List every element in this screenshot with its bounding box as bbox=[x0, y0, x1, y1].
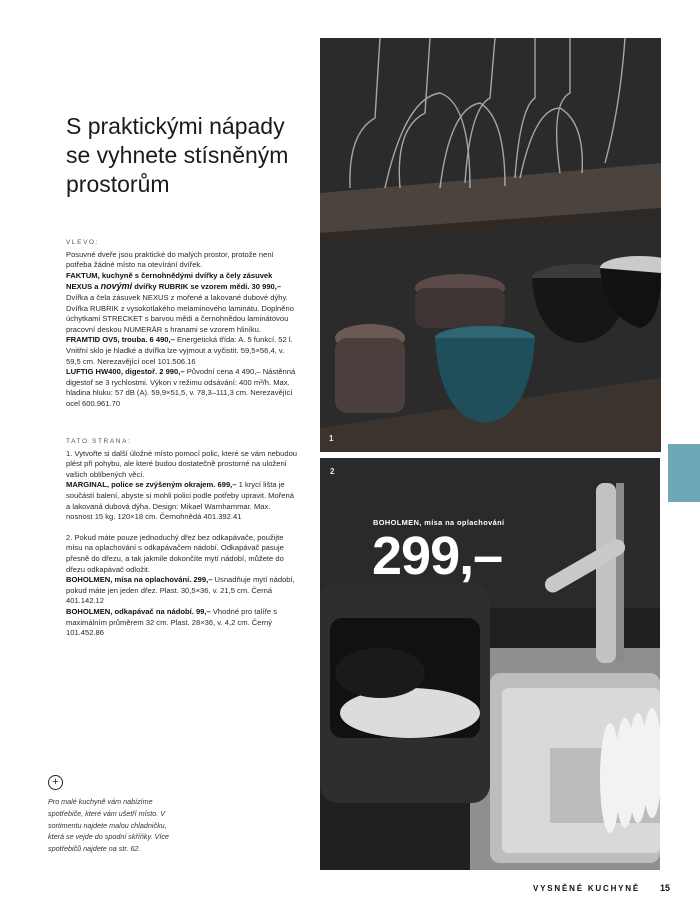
framtid-entry bbox=[66, 335, 298, 367]
intro-text: Posuvné dveře jsou praktické do malých prostor, protože není potřeba žádné místo na otevírání dvířek. bbox=[66, 249, 274, 270]
boholmen-bowl-entry bbox=[66, 575, 298, 607]
price-tag: 299,– bbox=[372, 526, 503, 586]
faucet bbox=[596, 483, 616, 663]
shelf-text: 1. Vytvořte si další úložné místo pomocí polic, které se vám nebudou plést při pohybu, ale které budou dostatečně prostorné na uložení vašich oblíbených věcí. bbox=[66, 448, 298, 479]
photo-number-2: 2 bbox=[330, 467, 335, 476]
framtid-text: Energetická třída: A. 5 funkcí. 52 l. Vnitřní sklo je hladké a dvířka lze vyjmout a vyčistit. 59,5×56,4, v. 59,5 cm. Nerezavějící ocel 101.506.16 bbox=[66, 335, 293, 366]
boholmen-rack-heading: BOHOLMEN, odkapávač na nádobí. 99,– bbox=[66, 606, 211, 616]
boholmen-bowl-heading: BOHOLMEN, mísa na oplachování. 299,– bbox=[66, 575, 213, 585]
faktum-entry bbox=[66, 271, 298, 336]
marginal-entry bbox=[66, 480, 298, 522]
right-description bbox=[66, 437, 298, 639]
left-description bbox=[66, 238, 298, 410]
luftig-text: Původní cena 4 490,– Nástěnná digestoř se 3 rychlostmi. Výkon v režimu odsávání: 400 m³/h. Max. hladina hluku: 57 dB (A). 59,9×51,5, v. 78,3–111,3 cm. Nerezavějící ocel 600.961.70 bbox=[66, 367, 296, 408]
section-tab bbox=[668, 444, 700, 502]
sink-text: 2. Pokud máte pouze jednoduchý dřez bez odkapávače, použijte mísu na oplachování s odkapávačem nádobí. Odkapávač pasuje přesně do dřezu, a tak jakmile dokončíte mytí nádobí, můžete do dřezu odkapávač odložit. bbox=[66, 532, 284, 574]
footer-title: VYSNĚNÉ KUCHYNĚ bbox=[533, 884, 641, 893]
page-title: S praktickými nápady se vyhnete stísněným prostorům bbox=[66, 113, 289, 197]
plates bbox=[600, 708, 660, 833]
photo-number-1: 1 bbox=[329, 434, 334, 443]
shelves-illustration bbox=[320, 38, 661, 452]
section-label-left: VLEVO: bbox=[66, 239, 100, 246]
marginal-text: 1 krycí lišta je součástí balení, abyste si mohli polici podle potřeby upravit. Mořená a lakovaná dubová dýha. Design: Mikael Warnhammar. Max. nosnost 15 kg. 120×18 cm. Černohnědá 401.392.41 bbox=[66, 480, 294, 522]
boholmen-bowl-text: Usnadňuje mytí nádobí, pokud máte jen jeden dřez. Plast. 30,5×36, v. 21,5 cm. Černá 401.142.12 bbox=[66, 575, 295, 606]
marginal-heading: MARGINAL, police se zvýšeným okrajem. 699,– bbox=[66, 480, 237, 490]
framtid-heading: FRAMTID OV5, trouba. 6 490,– bbox=[66, 335, 175, 345]
plus-circle-icon: + bbox=[48, 775, 63, 790]
section-label-right: TATO STRANA: bbox=[66, 438, 132, 445]
faktum-text: Dvířka a čela zásuvek NEXUS z mořené a lakované dubové dýhy. Dvířka RUBRIK z vysokotlakého melaminového laminátu. Doplněno úchytkami STRECKET s barvou mědi a černohnědou laminátovou pracovní deskou NUMERÄR s hranami se vzorem hliníku. bbox=[66, 292, 294, 334]
luftig-entry bbox=[66, 367, 298, 409]
tip-text: Pro malé kuchyně vám nabízíme spotřebiče, které vám ušetří místo. V sortimentu najdete malou chladničku, která se vejde do spodní skříňky. Více spotřebičů najdete na str. 62. bbox=[48, 797, 169, 854]
price-tag-label: BOHOLMEN, mísa na oplachování bbox=[373, 518, 505, 527]
boholmen-rack-entry bbox=[66, 607, 298, 639]
faktum-heading: FAKTUM, kuchyně s černohnědými dvířky a čely zásuvek NEXUS a novými dvířky RUBRIK se vzorem mědi. 30 990,– bbox=[66, 270, 282, 292]
page-number: 15 bbox=[660, 883, 671, 893]
luftig-heading: LUFTIG HW400, digestoř. 2 990,– bbox=[66, 367, 185, 377]
boholmen-rack-text: Vhodné pro talíře s maximálním průměrem 32 cm. Plast. 28×36, v. 4,2 cm. Černý 101.452.86 bbox=[66, 606, 278, 638]
photo-shelves bbox=[320, 38, 661, 452]
